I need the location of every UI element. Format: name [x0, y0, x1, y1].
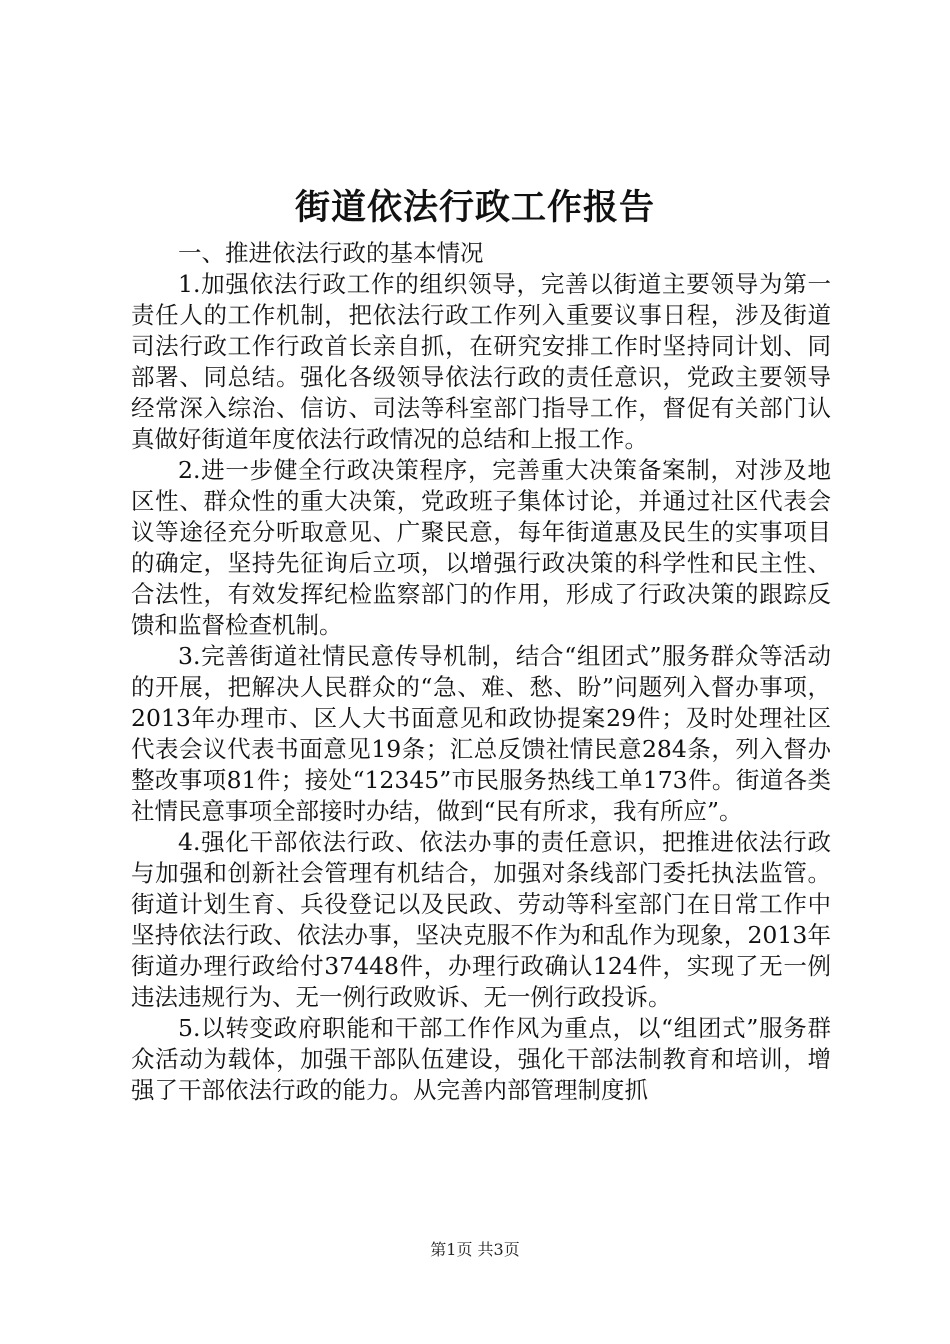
page-number-footer: 第1页 共3页	[430, 1240, 520, 1259]
paragraph-2: 2.进一步健全行政决策程序，完善重大决策备案制，对涉及地区性、群众性的重大决策，党政班子集体讨论，并通过社区代表会议等途径充分听取意见、广聚民意，每年街道惠及民生的实事项目的确定，坚持先征询后立项，以增强行政决策的科学性和民主性、合法性，有效发挥纪检监察部门的作用，形成了行政决策的跟踪反馈和监督检查机制。	[131, 456, 831, 639]
paragraph-5: 5.以转变政府职能和干部工作作风为重点，以“组团式”服务群众活动为载体，加强干部队伍建设，强化干部法制教育和培训，增强了干部依法行政的能力。从完善内部管理制度抓	[131, 1014, 831, 1104]
paragraph-4: 4.强化干部依法行政、依法办事的责任意识，把推进依法行政与加强和创新社会管理有机结合，加强对条线部门委托执法监管。街道计划生育、兵役登记以及民政、劳动等科室部门在日常工作中坚持依法行政、依法办事，坚决克服不作为和乱作为现象，2013年街道办理行政给付37448件，办理行政确认124件，实现了无一例违法违规行为、无一例行政败诉、无一例行政投诉。	[131, 828, 831, 1011]
document-title: 街道依法行政工作报告	[294, 187, 655, 228]
document-body	[131, 238, 831, 1106]
section-heading: 一、推进依法行政的基本情况	[178, 239, 484, 267]
paragraph-1: 1.加强依法行政工作的组织领导，完善以街道主要领导为第一责任人的工作机制，把依法行政工作列入重要议事日程，涉及街道司法行政工作行政首长亲自抓，在研究安排工作时坚持同计划、同部署、同总结。强化各级领导依法行政的责任意识，党政主要领导经常深入综治、信访、司法等科室部门指导工作，督促有关部门认真做好街道年度依法行政情况的总结和上报工作。	[131, 270, 831, 453]
paragraph-3: 3.完善街道社情民意传导机制，结合“组团式”服务群众等活动的开展，把解决人民群众的“急、难、愁、盼”问题列入督办事项，2013年办理市、区人大书面意见和政协提案29件；及时处理社区代表会议代表书面意见19条；汇总反馈社情民意284条，列入督办整改事项81件；接处“12345”市民服务热线工单173件。街道各类社情民意事项全部接时办结，做到“民有所求，我有所应”。	[131, 642, 831, 825]
